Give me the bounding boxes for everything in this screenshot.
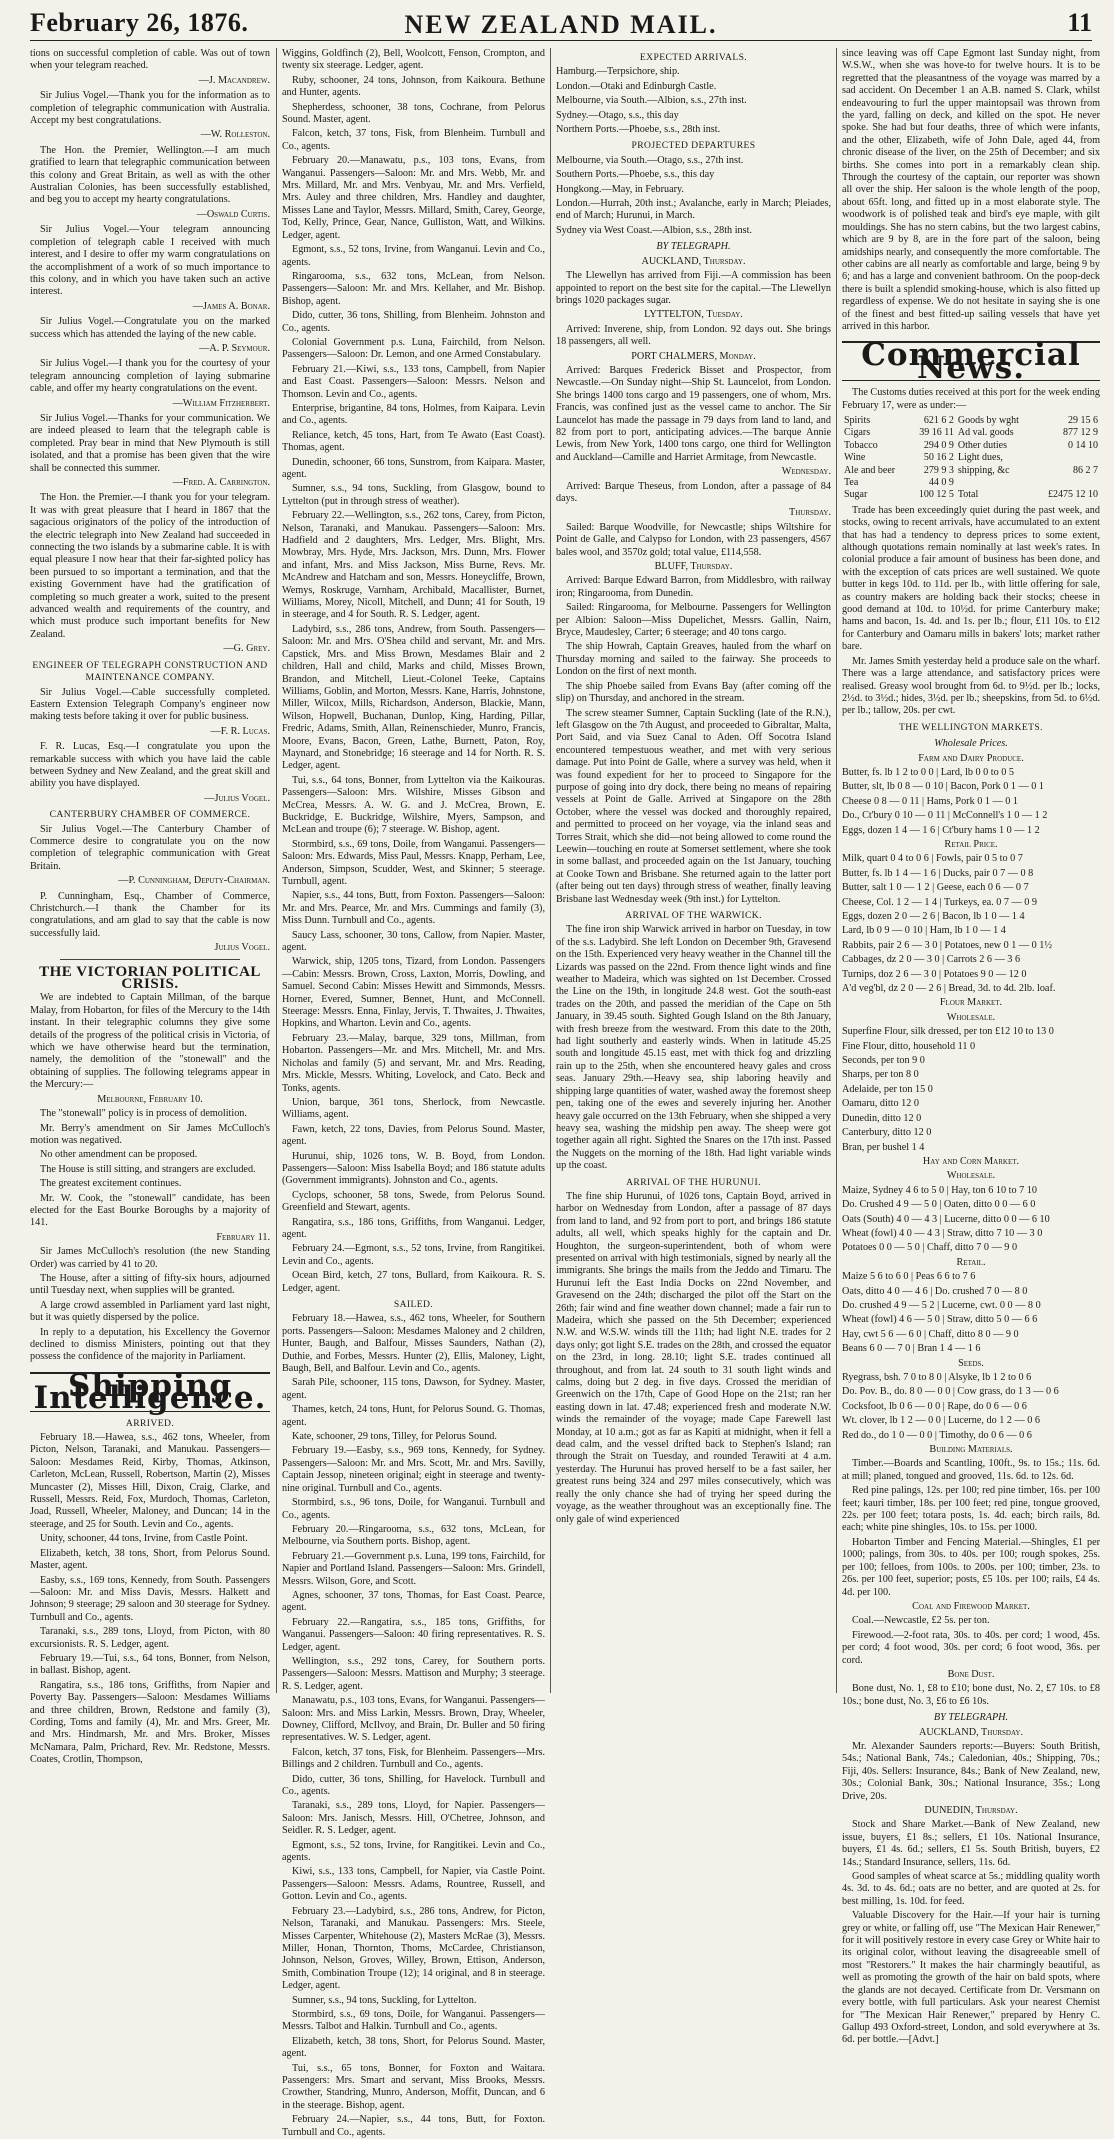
shipping-entry: Easby, s.s., 169 tons, Kennedy, from South. Passengers—Saloon: Mr. and Miss Davis, Messrs. Halkett and Johnson; 9 steerage; 29 saloon and 30 steerage for Sydney. Turnbull and Co., agents. — [30, 1574, 270, 1623]
paragraph: Stock and Share Market.—Bank of New Zealand, new issue, buyers, £1 8s.; sellers, £1 10s. National Insurance, buyers, £1 4s. 6d.; sellers, £1 5s. South British, buyers, £2 14s.; Standard Insurance, sellers, 11s. 6d. — [842, 1819, 1100, 1868]
table-cell — [956, 477, 1035, 489]
price-line: Oamaru, ditto 12 0 — [842, 1098, 919, 1110]
paragraph: Mr. Alexander Saunders reports:—Buyers: South British, 54s.; National Bank, 74s.; Caledonian, 40s.; Shipping, 70s.; Fiji, 40s. Sellers: Insurance, 84s.; Bank of New Zealand, new, 30s.; Colonial Bank, 30s.; National Insurance, 35s.; Long Drive, 20s. — [842, 1740, 1100, 1802]
paragraph: No other amendment can be proposed. — [40, 1149, 198, 1161]
section-subheading: Retail. — [956, 1256, 986, 1268]
price-line: Dunedin, ditto 12 0 — [842, 1112, 922, 1124]
section-subheading: Building Materials. — [929, 1444, 1013, 1456]
dateline: Melbourne, February 10. — [97, 1093, 203, 1105]
listing-line: Northern Ports.—Phoebe, s.s., 28th inst. — [556, 124, 721, 136]
table-cell: Total — [957, 489, 979, 501]
section-subheading: Retail Price. — [944, 838, 998, 850]
column-4 — [842, 48, 1100, 2046]
paragraph: Sir Julius Vogel.—I thank you for the courtesy of your telegram announcing completion of laying submarine cable, and offer my hearty congratulations on the event. — [30, 358, 270, 395]
paragraph: since leaving was off Cape Egmont last Sunday night, from W.S.W., when she was hove-to for twelve hours. It is to be regretted that the pleasantness of the voyage was marred by a sad accident. On December 1 an A.B. named S. Clark, whilst endeavouring to furl the upper maintopsail was thrown from the yard, falling on deck, and killed on the spot. He never spoke. She had but four deaths, three of which were infants, and the other, Elizabeth, wife of John Dale, aged 44, from chronic disease of the liver, on the 25th of December; and six births. She comes into port in a remarkably clean ship. Through the courtesy of the captain, our reporter was shown all over the ship. Her saloon is the whole length of the poop, about 65ft. long, and fitted up in a most elaborate style. The woodwork is of polished teak and bird's eye maple, with gilt mouldings. She has no stern cabins, but the two largest cabins, which are 9 by 8, are in the fore part of the saloon, being amidships nearly, and consequently the more comfortable. The other cabins are all nearly as comfortable and large, being 9 by 6; and has a large and convenient bathroom. On the poop-deck there is built a splendid smoking-house, which is also fitted up regardless of expense. We do not hesitate in saying she is one of the finest and best fitted-up sailing vessels that have yet arrived in this harbor. — [842, 48, 1100, 332]
shipping-entry: February 18.—Hawea, s.s., 462 tons, Wheeler, from Picton, Nelson, Taranaki, and Manukau. Passengers—Saloon: Mesdames Reid, Kirby, Thomas, Atkinson, Carleton, McLean, Russell, Robertson, Martin (2), Misses Muncaster (2), Misses Hill, Dixon, Craig, Clarke, and Russell, Messrs. Reid, Fox, Murdoch, Thomas, Carleton, Joad, Russell, Wheeler, Maloney, and Duncan; 14 in the steerage, and 25 for South. Levin and Co., agents. — [30, 1432, 270, 1530]
price-line: Eggs, dozen 1 4 — 1 6 | Ct'bury hams 1 0 — 1 2 — [842, 824, 1040, 836]
paragraph: Sir James McCulloch's resolution (the new Standing Order) was carried by 41 to 20. — [30, 1246, 270, 1270]
section-subheading: Seeds. — [958, 1357, 984, 1369]
paragraph: The Hon. the Premier, Wellington.—I am much gratified to learn that telegraphic communication between this colony and Great Britain, as well as with the other Australian Colonies, has been successfully established, and beg you to accept my hearty congratulations. — [30, 144, 270, 206]
shipping-entry: Napier, s.s., 44 tons, Butt, from Foxton. Passengers—Saloon: Mr. and Mrs. Pearce, Mr. and Mrs. Cummings and family (3), Miss Dunn. Turnbull and Co., agents. — [282, 890, 545, 927]
section-subheading: Flour Market. — [939, 997, 1003, 1009]
price-line: Adelaide, per ton 15 0 — [842, 1083, 933, 1095]
paragraph: The screw steamer Sumner, Captain Suckling (late of the R.N.), left Glasgow on the 7th August, and proceeded to Gibraltar, Malta, Port Said, and via Suez Canal to Aden. Off Socotra Island encountered tempestuous weather, and met with very serious damage. Put into Point de Galle, where a survey was held, when it was found expedient for her to proceed to Singapore for the purpose of going into dry dock, there being no means of repairing vessels at Point de Galle. Arrived at Singapore on the 28th October, where the vessel was docked and thoroughly repaired, and permitted to proceed on her voyage, via the inland seas and Torres Strait, which she did—not being allowed to come round the Leewin—touching en route at Somerset settlement, where she took in some ballast, and proceeded again on the 1st January, touching at Cooke Town and Brisbane. She returned again to the latter port (after being out ten days) through stress of weather, finally leaving Brisbane last Wednesday week (9th inst.) for Lyttelton. — [556, 707, 831, 905]
paragraph: Bone dust, No. 1, £8 to £10; bone dust, No. 2, £7 10s. to £8 10s.; bone dust, No. 3, £6 to £6 10s. — [842, 1683, 1100, 1707]
shipping-entry: Ladybird, s.s., 286 tons, Andrew, from South. Passengers—Saloon: Mr. and Mrs. O'Shea child and servant, Mr. and Mrs. Capstick, Mrs. and Miss Brown, Mesdames Blair and 2 children, Hall and child, Marks and child, Misses Brown, Brandon, and Mitchell, Lieut.-Colonel Teeke, Captains Williams, Goblin, and Morton, Messrs. Kane, Harris, Johnstone, Miller, Wilcox, Mills, Richardson, Anderson, Blackie, Mann, Wilson, Hopwell, Buchanan, Dunlop, King, Harding, Pillar, Fredric, Adams, Smith, Allan, Reinenschieder, Munro, Francis, Moore, Evans, Bacon, Green, Lathe, Burnett, Paton, Roy, Maynard, and Stonebridge; 16 steerage and 14 for North. R. S. Ledger, agent. — [282, 623, 545, 772]
price-line: Milk, quart 0 4 to 0 6 | Fowls, pair 0 5 to 0 7 — [842, 853, 1023, 865]
signature: —James A. Bonar. — [192, 300, 270, 312]
price-line: Rabbits, pair 2 6 — 3 0 | Potatoes, new 0 1 — 0 1½ — [842, 939, 1053, 951]
shipping-entry: Tui, s.s., 65 tons, Bonner, for Foxton and Waitara. Passengers: Mrs. Smart and servant, Miss Brooks, Messrs. Crowther, Standring, Munro, Anderson, Moffit, Duncan, and 6 in the steerage. Bishop, agent. — [282, 2062, 545, 2111]
price-line: Eggs, dozen 2 0 — 2 6 | Bacon, lb 1 0 — 1 4 — [842, 911, 1025, 922]
shipping-entry: Egmont, s.s., 52 tons, Irvine, for Rangitikei. Levin and Co., agents. — [282, 1839, 545, 1864]
shipping-entry: Rangatira, s.s., 186 tons, Griffiths, from Wanganui. Ledger, agent. — [282, 1216, 545, 1240]
shipping-entry: Shepherdess, schooner, 38 tons, Cochrane, from Pelorus Sound. Master, agent. — [282, 101, 545, 126]
shipping-entry: February 22.—Rangatira, s.s., 185 tons, Griffiths, for Wanganui. Passengers—Saloon: 40 firing representatives. R. S. Ledger, agent. — [282, 1616, 545, 1653]
shipping-entry: Sumner, s.s., 94 tons, Suckling, for Lyttelton. — [292, 1994, 477, 2006]
table-cell: Goods by wght — [957, 414, 1019, 426]
shipping-entry: Manawatu, p.s., 103 tons, Evans, for Wanganui. Passengers—Saloon: Mrs. and Miss Larkin, Messrs. Brown, Dray, Wheeler, Downey, Clifford, McIlvoy, and Brain, Dr. Buller and 50 firing representatives. W. S. Ledger, agent. — [282, 1695, 545, 1744]
price-line: Sharps, per ton 8 0 — [842, 1069, 919, 1081]
customs-duties-table — [842, 415, 1100, 502]
price-line: Wheat (fowl) 4 6 — 5 0 | Straw, ditto 5 0 — 6 6 — [842, 1314, 1038, 1326]
price-line: Cheese, Col. 1 2 — 1 4 | Turkeys, ea. 0 7 — 0 9 — [842, 896, 1038, 908]
price-line: Canterbury, ditto 12 0 — [842, 1127, 932, 1139]
paragraph: Timber.—Boards and Scantling, 100ft., 9s. to 15s.; 11s. 6d. at mill; planed, tongued and grooved, 11s. 6d. to 12s. 6d. — [842, 1458, 1100, 1482]
listing-line: Southern Ports.—Phoebe, s.s., this day — [556, 169, 715, 181]
shipping-entry: February 19.—Tui, s.s., 64 tons, Bonner, from Nelson, in ballast. Bishop, agent. — [30, 1652, 270, 1677]
table-cell: Cigars — [844, 427, 871, 439]
signature: —F. R. Lucas. — [210, 725, 270, 737]
paragraph: The fine iron ship Warwick arrived in harbor on Tuesday, in tow of the s.s. Ladybird. She left London on December 9th, Gravesend on the 15th. Experienced very heavy weather in the Channel till the Lizards was passed on the 22nd. From thence light winds and fine weather to Madeira, which was sighted on 1st December. Crossed the Line on the 19th, in longitude 24.8 west. Got the south-east trades on the 20th, and passed the meridian of the Cape on 5th January, in 39.45 south. Sighted Gough Island on the 8th January, with fresh breeze from the westward. From this date to the 20th, had light southerly and easterly winds. When in latitude 45.25 south and longitude 45.15 east, met with thick fog and drizzling rain up to the 25th, when she encountered heavy gales and cross seas. January 29th.—Heavy sea, ship laboring heavily and shipping large quantities of water, washed away the foremost sheep pen, taking one of the ewes and severely injuring her. Another heavy gale occurred on the 13th February, when she shipped a very heavy sea, washing the midship pen away. The sheep were got together again all right. Sighted the Snares on the 17th inst. Passed the Nuggets on the morning of the 18th. Had light variable winds up the coast. — [556, 924, 831, 1172]
shipping-entry: Ruby, schooner, 24 tons, Johnson, from Kaikoura. Bethune and Hunter, agents. — [282, 74, 545, 99]
shipping-entry: Fawn, ketch, 22 tons, Davies, from Pelorus Sound. Master, agent. — [282, 1123, 545, 1148]
shipping-entry: Taranaki, s.s., 289 tons, Lloyd, for Napier. Passengers—Saloon: Mrs. Janisch, Messrs. Hill, O'Chetree, Johnson, and Seidler. R. S. Ledger, agent. — [282, 1800, 545, 1837]
section-subheading: Farm and Dairy Produce. — [918, 752, 1024, 764]
shipping-entry: Kiwi, s.s., 133 tons, Campbell, for Napier, via Castle Point. Passengers—Saloon: Messrs. Adams, Rountree, Russell, and Gotton. Levin and Co., agents. — [282, 1866, 545, 1903]
column-rule — [550, 48, 551, 1693]
paragraph: Arrived: Barques Frederick Bisset and Prospector, from Newcastle.—On Sunday night—Ship St. Launcelot, from London. She brings 1400 tons cargo and 19 passengers, one of whom, Mrs. Francis, was confined just as the vessel came to anchor. The Sir Launcelot has made the passage in 79 days from land to land, and 82 from port to port, anticipating advices.—The barque Annie Lewis, from New York, 1400 tons cargo, one third for Wellington and Auckland—Camille and Harriet Armitage, from Newcastle. — [556, 364, 831, 463]
shipping-entry: Ocean Bird, ketch, 27 tons, Bullard, from Kaikoura. R. S. Ledger, agent. — [282, 1270, 545, 1294]
table-cell: 294 0 9 — [923, 439, 954, 451]
price-line: Butter, salt 1 0 — 1 2 | Geese, each 0 6 — 0 7 — [842, 882, 1029, 894]
paragraph: Firewood.—2-foot rata, 30s. to 40s. per cord; 1 wood, 45s. per cord; 4 foot wood, 30s. per cord; 6 foot wood, 36s. per cord. — [842, 1629, 1100, 1666]
paragraph: The Customs duties received at this port for the week ending February 17, were as under:— — [842, 387, 1100, 411]
masthead — [30, 6, 1092, 41]
paragraph: Sir Julius Vogel.—Thank you for the information as to completion of telegraphic communication with Australia. Accept my best congratulations. — [30, 90, 270, 127]
price-line: Wheat (fowl) 4 0 — 4 3 | Straw, ditto 7 10 — 3 0 — [842, 1227, 1043, 1239]
signature: —G. Grey. — [223, 643, 270, 655]
signature: —W. Rolleston. — [200, 129, 270, 141]
shipping-entry: Wellington, s.s., 292 tons, Carey, for Southern ports. Passengers—Saloon: Messrs. Mattison and Murphy; 3 steerage. R. S. Ledger, agent. — [282, 1655, 545, 1692]
shipping-entry: Tui, s.s., 64 tons, Bonner, from Lyttelton via the Kaikouras. Passengers—Saloon: Mrs. Wilshire, Misses Gibson and McCrea, Messrs. A. W. G. and J. McCrea, Brown, E. Buckridge, E. Buckridge, Wilshire, Myers, Sampson, and McLean and troupe (6); 7 steerage. W. Bishop, agent. — [282, 774, 545, 836]
shipping-entry: February 24.—Egmont, s.s., 52 tons, Irvine, from Rangitikei. Levin and Co., agents. — [282, 1243, 545, 1267]
shipping-entry: February 24.—Napier, s.s., 44 tons, Butt, for Foxton. Turnbull and Co., agents. — [282, 2114, 545, 2138]
shipping-entry: Cyclops, schooner, 58 tons, Swede, from Pelorus Sound. Greenfield and Stewart, agents. — [282, 1189, 545, 1214]
dateline: Thursday. — [789, 507, 831, 519]
signature: —Julius Vogel. — [204, 792, 270, 804]
dateline: February 11. — [216, 1231, 270, 1243]
paragraph: The greatest excitement continues. — [40, 1178, 182, 1190]
shipping-entry: February 18.—Hawea, s.s., 462 tons, Wheeler, for Southern ports. Passengers—Saloon: Mesdames Maloney and 2 children, Hunter, Baugh, and Balfour, Misses Saunders, Nathan (2), Duthie, and Forbes, Messrs. Hunter (2), Ellis, Maloney, Light, Baugh, Bell, and Balfour. Levin and Co., agents. — [282, 1313, 545, 1375]
shipping-entry: February 23.—Ladybird, s.s., 286 tons, Andrew, for Picton, Nelson, Taranaki, and Manukau. Passengers: Mrs. Steele, Misses Carpenter, Whitehouse (2), Masters McRae (3), Messrs. Miller, Honan, Thornton, Thoms, McCardee, Christianson, Johnson, Nelson, Groves, Willey, Brown, Ettison, Anderson, Smith, Combination Troupe (12); 14 original, and 8 in steerage. Ledger, agent. — [282, 1905, 545, 1992]
price-line: Do. Crushed 4 9 — 5 0 | Oaten, ditto 0 0 — 6 0 — [842, 1199, 1036, 1211]
table-cell: 0 14 10 — [1068, 439, 1098, 451]
price-line: Beans 6 0 — 7 0 | Bran 1 4 — 1 6 — [842, 1343, 981, 1355]
table-cell: Sugar — [844, 489, 868, 501]
price-line: Red do., do 1 0 — 0 0 | Timothy, do 0 6 — 0 6 — [842, 1429, 1032, 1441]
dateline: BLUFF, Thursday. — [654, 561, 733, 573]
listing-line: Hongkong.—May, in February. — [556, 183, 684, 195]
column-rule — [276, 48, 277, 1693]
price-line: Maize, Sydney 4 6 to 5 0 | Hay, ton 6 10 to 7 10 — [842, 1184, 1037, 1196]
shipping-entry: February 19.—Easby, s.s., 969 tons, Kennedy, for Sydney. Passengers—Saloon: Mr. and Mrs. Scott, Mr. and Mrs. Savilly, Captain Jessop, nineteen original; eight in steerage and twenty-nine original. Turnbull and Co., agents. — [282, 1445, 545, 1494]
article-headline: THE WELLINGTON MARKETS. — [899, 721, 1043, 733]
table-row — [842, 465, 1100, 477]
paragraph: The fine ship Hurunui, of 1026 tons, Captain Boyd, arrived in harbor on Wednesday from London, after a passage of 87 days from land to land, and 92 from port to port, and brings 186 statute adults, all well, which speaks highly for the captain and Dr. Houghton, the surgeon-superintendent, both of whom were presented on arrival with high testimonials, signed by nearly all the immigrants. She brings the mails from the Jeddo and Timaru. The Hurunui left the East India Docks on 22nd November, and Gravesend on the 24th; discharged the pilot off the Start on the 26th; fair wind and fine weather down channel; made a fair run to Madeira, which she passed on the 5th December; experienced N.W. and W.S.W. winds till the 11th; had light N.E. trades for 2 days only; got light S.E. trades on the 28th, and crossed the equator on the 23rd, in long. 28.10; light S.E. trades continued all throughout, and from lat. 24 south to 31 south light winds and calms, doing but 2 deg. in five days. Crossed the meridian of Greenwich on the 17th, Cape of Good Hope on the 21st; ran her easting down in lat. 47.48; experienced fresh and moderate N.W. winds the remainder of the voyage; made Cape Farewell last Monday, at 10 a.m.; got as far as Kapiti at midnight, when it fell a dead calm, and the vessel drifted back to Stephen's Island; ran through the Strait on Tuesday, and rounded Terawiti at 4 a.m. yesterday. The Hurunui has proved herself to be a fast sailer, her greatest runs being 324 and 297 miles consecutively, which was really the only chance she had of trying her speed during the voyage, as the weather throughout was an exceptionally fine. The only gale of wind experienced — [556, 1190, 831, 1525]
article-headline: THE VICTORIAN POLITICAL CRISIS. — [39, 963, 261, 993]
price-line: Do. Pov. B., do. 8 0 — 0 0 | Cow grass, do 1 3 — 0 6 — [842, 1386, 1059, 1398]
paragraph: Trade has been exceedingly quiet during the past week, and stocks, owing to recent arrivals, have accumulated to an extent that has had a tendency to depress prices to some extent, although quotations remain nominally at last week's rates. In colonial produce a fair amount of business has been done, and with the exception of cats prices are well sustained. We quote butter in kegs 10d. to 11d. per lb., with little offering for sale, as country makers are holding back their stocks; cheese in good demand at 10d. to 10½d. for prime Canterbury make; hams and bacon, 1s. 4d. and 1s. per lb.; flour, £11 10s. to £12 for Canterbury and Oamaru mills in bakers' lots; market rather bare. — [842, 504, 1100, 653]
paragraph: Arrived: Inverene, ship, from London. 92 days out. She brings 18 passengers, all well. — [556, 323, 831, 348]
paragraph: Good samples of wheat scarce at 5s.; middling quality worth 4s. 3d. to 4s. 6d.; oats are no better, and are quoted at 2s. for best milling, 1s. 10d. for feed. — [842, 1871, 1100, 1907]
paragraph: A large crowd assembled in Parliament yard last night, but it was quietly dispersed by the police. — [30, 1299, 270, 1324]
listing-line: Sydney.—Otago, s.s., this day — [556, 109, 679, 121]
section-subheading: ARRIVED. — [125, 1417, 175, 1429]
section-subheading: EXPECTED ARRIVALS. — [639, 52, 748, 63]
column-1 — [30, 48, 270, 1766]
shipping-entry: Dunedin, schooner, 66 tons, Sunstrom, from Kaipara. Master, agent. — [282, 456, 545, 480]
page-number: 11 — [1067, 8, 1092, 37]
table-cell: £2475 12 10 — [1048, 489, 1098, 501]
shipping-entry: February 23.—Malay, barque, 329 tons, Millman, from Hobarton. Passengers—Mr. and Mrs. Mitchell, Mr. and Mrs. Nicholas and family (5) and servant, Mr. and Mrs. Reading, Mrs. Mickle, Messrs. Whiting, Lovelock, and Cato. Beck and Tonks, agents. — [282, 1032, 545, 1094]
table-cell: 877 12 9 — [1063, 427, 1098, 439]
listing-line: London.—Hurrah, 20th inst.; Avalanche, early in March; Pleiades, end of March; Hurunui, in March. — [556, 198, 831, 222]
table-row — [842, 427, 1100, 439]
listing-line: Sydney via West Coast.—Albion, s.s., 28th inst. — [556, 224, 752, 236]
shipping-entry: Egmont, s.s., 52 tons, Irvine, from Wanganui. Levin and Co., agents. — [282, 244, 545, 268]
paragraph: Sir Julius Vogel.—Congratulate you on the marked success which has attended the laying of the new cable. — [30, 316, 270, 340]
price-line: Oats (South) 4 0 — 4 3 | Lucerne, ditto 0 0 — 6 10 — [842, 1213, 1050, 1225]
shipping-entry: Stormbird, s.s., 69 tons, Doile, from Wanganui. Passengers—Saloon: Mrs. Edwards, Miss Paul, Messrs. Knapp, Perham, Lee, Anderson, Simpson, Scudder, West, and Skinner; 5 steerage. Turnbull, agent. — [282, 838, 545, 887]
paragraph: Arrived: Barque Edward Barron, from Middlesbro, with railway iron; Ringarooma, from Dunedin. — [556, 575, 831, 599]
shipping-entry: Hurunui, ship, 1026 tons, W. B. Boyd, from London. Passengers—Saloon: Miss Isabella Boyd; and 186 statute adults (Government immigrants). Johnston and Co., agents. — [282, 1150, 545, 1187]
paragraph: Red pine palings, 12s. per 100; red pine timber, 16s. per 100 feet; kauri timber, 18s. per 100 feet; red pine, tongue grooved, 22s. per 100 feet; totara posts, 1s. 4d. each; birch rails, 8d. each; white pine shingles, 10s. to 15s. per 1000. — [842, 1485, 1100, 1534]
paragraph: The ship Howrah, Captain Greaves, hauled from the wharf on Thursday morning and sailed to the fairway. She proceeds to London on the first of next month. — [556, 641, 831, 678]
listing-line: Melbourne, via South.—Otago, s.s., 27th inst. — [556, 154, 744, 166]
table-row — [842, 452, 1100, 464]
paragraph: The Llewellyn has arrived from Fiji.—A commission has been appointed to report on the best site for the capital.—The Llewellyn brings 1020 packages sugar. — [556, 270, 831, 306]
dateline: AUCKLAND, Thursday. — [641, 255, 746, 267]
paragraph: We are indebted to Captain Millman, of the barque Malay, from Hobarton, for files of the Mercury to the 14th instant. In their telegraphic columns they give some details of the progress of the political crisis in Victoria, of which we have otherwise heard but the termination, namely, the demolition of the "stonewall" and the obtaining of supplies. The following telegrams appear in the Mercury:— — [30, 992, 270, 1091]
paragraph: Mr. Berry's amendment on Sir James McCulloch's motion was negatived. — [30, 1122, 270, 1146]
signature: —A. P. Seymour. — [199, 342, 270, 354]
shipping-entry: Sumner, s.s., 94 tons, Suckling, from Glasgow, bound to Lyttelton (put in through stress of weather). — [282, 483, 545, 507]
shipping-entry: Ringarooma, s.s., 632 tons, McLean, from Nelson. Passengers—Saloon: Mr. and Mrs. Kellaher, and Mr. Bishop. Bishop, agent. — [282, 270, 545, 307]
paragraph: Sir Julius Vogel.—The Canterbury Chamber of Commerce desire to congratulate you on the now completion of telegraphic communication with Great Britain. — [30, 823, 270, 872]
paragraph: Hobarton Timber and Fencing Material.—Shingles, £1 per 1000; palings, from 30s. to 40s. per 100; rough spokes, 25s. per 100; felloes, from 100s. to 200s. per 100; timber, 23s. to 26s. per 100 feet, superior; posts, £5 10s. per 100; rails, £4 4s. 4d. per 100. — [842, 1536, 1100, 1598]
listing-line: London.—Otaki and Edinburgh Castle. — [556, 80, 717, 92]
price-line: Butter, slt, lb 0 8 — 0 10 | Bacon, Pork 0 1 — 0 1 — [842, 781, 1044, 793]
price-line: Lard, lb 0 9 — 0 10 | Ham, lb 1 0 — 1 4 — [842, 925, 1006, 937]
signature: —William Fitzherbert. — [172, 397, 270, 409]
price-line: Do. crushed 4 9 — 5 2 | Lucerne, cwt. 0 0 — 8 0 — [842, 1299, 1041, 1311]
table-cell: 279 9 3 — [923, 464, 954, 476]
shipping-entry: Reliance, ketch, 45 tons, Hart, from Te Awato (East Coast). Thomas, agent. — [282, 429, 545, 454]
section-subheading: Wholesale. — [946, 1170, 996, 1182]
shipping-entry: February 20.—Ringarooma, s.s., 632 tons, McLean, for Melbourne, via Southern ports. Bishop, agent. — [282, 1523, 545, 1548]
dateline: LYTTELTON, Tuesday. — [644, 309, 743, 321]
table-cell: Other duties — [957, 439, 1007, 451]
section-subheading: SAILED. — [393, 1299, 434, 1310]
shipping-entry: February 21.—Government p.s. Luna, 199 tons, Fairchild, for Napier and Portland Island. Passengers—Saloon: Mrs. Grindell, Messrs. Wilson, Gore, and Scott. — [282, 1550, 545, 1587]
column-rule — [836, 48, 837, 1693]
price-line: Seconds, per ton 9 0 — [842, 1055, 925, 1067]
section-subheading: PROJECTED DEPARTURES — [631, 140, 756, 152]
price-line: Bran, per bushel 1 4 — [842, 1141, 925, 1153]
section-heading-commercial: Commercial News. — [842, 341, 1100, 381]
price-line: Butter, fs. lb 1 4 — 1 6 | Ducks, pair 0 7 — 0 8 — [842, 867, 1034, 879]
paragraph: Coal.—Newcastle, £2 5s. per ton. — [852, 1615, 990, 1627]
price-line: Potatoes 0 0 — 5 0 | Chaff, ditto 7 0 — 9 0 — [842, 1242, 1018, 1254]
shipping-entry: Saucy Lass, schooner, 30 tons, Callow, from Napier. Master, agent. — [282, 929, 545, 954]
dateline: Wednesday. — [781, 466, 831, 478]
price-line: Oats, ditto 4 0 — 4 6 | Do. crushed 7 0 — 8 0 — [842, 1285, 1028, 1297]
table-cell: 86 2 7 — [1073, 464, 1098, 476]
section-heading-shipping: Shipping Intelligence. — [30, 1372, 270, 1412]
price-line: Butter, fs. lb 1 2 to 0 0 | Lard, lb 0 0 to 0 5 — [842, 766, 1014, 778]
issue-date: February 26, 1876. — [30, 8, 249, 37]
price-line: Cocksfoot, lb 0 6 — 0 0 | Rape, do 0 6 — 0 6 — [842, 1400, 1027, 1412]
price-line: Do., Ct'bury 0 10 — 0 11 | McConnell's 1 0 — 1 2 — [842, 810, 1048, 822]
table-cell: Wine — [844, 452, 866, 464]
divider — [60, 959, 240, 960]
paragraph: Arrived: Barque Theseus, from London, after a passage of 84 days. — [556, 480, 831, 504]
price-line: Superfine Flour, silk dressed, per ton £12 10 to 13 0 — [842, 1026, 1054, 1038]
shipping-entry: Wiggins, Goldfinch (2), Bell, Woolcott, Fenson, Crompton, and twenty six steerage. Ledger, agent. — [282, 48, 545, 72]
shipping-entry: Kate, schooner, 29 tons, Tilley, for Pelorus Sound. — [292, 1431, 497, 1443]
paragraph: Mr. W. Cook, the "stonewall" candidate, has been elected for the East Bourke Boroughs by a majority of 141. — [30, 1192, 270, 1229]
paragraph: tions on successful completion of cable. Was out of town when your telegram reached. — [30, 48, 270, 72]
table-row — [842, 415, 1100, 427]
shipping-entry: Dido, cutter, 36 tons, Shilling, for Havelock. Turnbull and Co., agents. — [282, 1773, 545, 1798]
shipping-entry: Sarah Pile, schooner, 115 tons, Dawson, for Sydney. Master, agent. — [282, 1377, 545, 1401]
table-cell: Spirits — [844, 414, 871, 426]
shipping-entry: February 21.—Kiwi, s.s., 133 tons, Campbell, from Napier and East Coast. Passengers—Saloon: Messrs. Nelson and Thomson. Levin and Co., agents. — [282, 363, 545, 400]
table-cell — [1035, 452, 1100, 464]
shipping-entry: Elizabeth, ketch, 38 tons, Short, for Pelorus Sound. Master, agent. — [282, 2035, 545, 2060]
signature: —J. Macandrew. — [198, 74, 270, 86]
dateline: PORT CHALMERS, Monday. — [631, 350, 756, 362]
shipping-entry: Union, barque, 361 tons, Sherlock, from Newcastle. Williams, agent. — [282, 1096, 545, 1121]
section-subheading: BY TELEGRAPH. — [656, 241, 731, 253]
table-cell: 29 15 6 — [1068, 414, 1098, 426]
table-cell: shipping, &c — [957, 464, 1010, 476]
paragraph: The "stonewall" policy is in process of demolition. — [40, 1108, 247, 1120]
paragraph: In reply to a deputation, his Excellency the Governor declined to dismiss Ministers, pointing out that they possess the confidence of the majority in Parliament. — [30, 1326, 270, 1363]
listing-line: Hamburg.—Terpsichore, ship. — [556, 66, 680, 78]
section-subheading: CANTERBURY CHAMBER OF COMMERCE. — [49, 809, 251, 821]
price-line: A'd veg'bl, dz 2 0 — 2 6 | Bread, 3d. to 4d. 2lb. loaf. — [842, 983, 1056, 995]
shipping-entry: Falcon, ketch, 37 tons, Fisk, for Blenheim. Passengers—Mrs. Billings and 2 children. Turnbull and Co., agents. — [282, 1746, 545, 1771]
table-row — [842, 440, 1100, 452]
section-subheading: ENGINEER OF TELEGRAPH CONSTRUCTION AND MAINTENANCE COMPANY. — [32, 659, 268, 684]
shipping-entry: Stormbird, s.s., 69 tons, Doile, for Wanganui. Passengers—Messrs. Talbot and Halkin. Turnbull and Co., agents. — [282, 2008, 545, 2033]
section-subheading: Wholesale. — [946, 1011, 996, 1023]
section-subheading: Coal and Firewood Market. — [912, 1600, 1030, 1612]
table-cell: Ale and beer — [844, 464, 896, 476]
table-cell: Tobacco — [844, 439, 878, 451]
paragraph: The House, after a sitting of fifty-six hours, adjourned until Tuesday next, when supplies will be granted. — [30, 1272, 270, 1297]
table-cell: Tea — [844, 477, 859, 488]
shipping-entry: February 22.—Wellington, s.s., 262 tons, Carey, from Picton, Nelson, Taranaki, and Manukau. Passengers—Saloon: Mrs. Hadfield and 2 daughters, Mrs. Ledger, Mrs. Blight, Mrs. Mowbray, Mrs. Hyde, Mrs. Jackson, Mrs. Dunn, Mrs. Flower and infant, Mrs. and Miss Jackson, Miss Burne, Revs. Mr. McAndrew and Hatcham and son, Messrs. Honeycliffe, Brown, Wemys, Roskruge, Varnham, Archibald, Macallister, Burnet, Williams, Morey, Nicoll, Mitchell, and Dunn; 41 for South, 19 in steerage, and 4 for South. R. S. Ledger, agent. — [282, 510, 545, 621]
section-subheading: Bone Dust. — [947, 1668, 995, 1680]
paragraph: P. Cunningham, Esq., Chamber of Commerce, Christchurch.—I thank the Chamber for its congratulations, and am glad to say that the cable is now successfully laid. — [30, 890, 270, 939]
paragraph: Mr. James Smith yesterday held a produce sale on the wharf. There was a large attendance, and satisfactory prices were realised. Greasy wool brought from 6d. to 9½d. per lb.; locks, 2½d. to 3½d.; hides, 3½d. per lb.; sheepskins, from 5d. to 6½d. per lb.; tallow, 20s. per cwt. — [842, 655, 1100, 717]
listing-line: Melbourne, via South.—Albion, s.s., 27th inst. — [556, 95, 747, 107]
section-subheading: BY TELEGRAPH. — [933, 1712, 1009, 1724]
shipping-entry: Warwick, ship, 1205 tons, Tizard, from London. Passengers—Cabin: Messrs. Brown, Cross, Laxton, Morris, Dowling, and Samuel. Second Cabin: Misses Hewitt and Simmonds, Messrs. Horner, Evered, Sumner, Bennet, Hunt, and McConnell. Steerage: Messrs. Enna, Finlay, Jervis, T. Thwaites, J. Thwaites, Hopkins, and Wharton. Levin and Co., agents. — [282, 956, 545, 1030]
article-headline: ARRIVAL OF THE HURUNUI. — [626, 1176, 761, 1188]
shipping-entry: Dido, cutter, 36 tons, Shilling, from Blenheim. Johnston and Co., agents. — [282, 310, 545, 334]
price-line: Turnips, doz 2 6 — 3 0 | Potatoes 9 0 — 12 0 — [842, 968, 1027, 980]
paragraph: Sir Julius Vogel.—Thanks for your communication. We are indeed pleased to learn that the telegraph cable is completed. Pray bear in mind that New Plymouth is still isolated, and that a promise has been given that the wire shall be connected this summer. — [30, 412, 270, 474]
paragraph: The Hon. the Premier.—I thank you for your telegram. It was with great pleasure that I heard in 1867 that the sagacious originators of the policy of the introduction of the electric telegraph into New Zealand had succeeded in connecting the two islands by a submarine cable. It is with equal pleasure I now hear that their far-sighted policy has been pursued to so important a termination, and that the existing Government have had the gratification of completing so much greater a work, suited to the present advanced wealth and requirements of the country, and which must produce such important benefits for New Zealand. — [30, 492, 270, 640]
shipping-entry: Enterprise, brigantine, 84 tons, Holmes, from Kaipara. Levin and Co., agents. — [282, 402, 545, 427]
signature: —Fred. A. Carrington. — [172, 477, 270, 488]
paragraph: The House is still sitting, and strangers are excluded. — [40, 1163, 256, 1175]
shipping-entry: Elizabeth, ketch, 38 tons, Short, from Pelorus Sound. Master, agent. — [30, 1547, 270, 1572]
price-line: Cabbages, dz 2 0 — 3 0 | Carrots 2 6 — 3 6 — [842, 954, 1021, 966]
shipping-entry: Unity, schooner, 44 tons, Irvine, from Castle Point. — [40, 1533, 248, 1545]
table-cell: 44 0 9 — [928, 477, 954, 488]
shipping-entry: Falcon, ketch, 37 tons, Fisk, from Blenheim. Turnbull and Co., agents. — [282, 128, 545, 152]
price-line: Wt. clover, lb 1 2 — 0 0 | Lucerne, do 1 2 — 0 6 — [842, 1415, 1040, 1427]
dateline: AUCKLAND, Thursday. — [918, 1726, 1024, 1738]
table-cell: 39 16 11 — [919, 427, 954, 439]
paragraph: Sir Julius Vogel.—Cable successfully completed. Eastern Extension Telegraph Company's engineer now making tests before taking it over for public business. — [30, 686, 270, 723]
price-line: Maize 5 6 to 6 0 | Peas 6 6 to 7 6 — [842, 1271, 976, 1283]
signature: —Oswald Curtis. — [196, 208, 270, 220]
shipping-entry: Rangatira, s.s., 186 tons, Griffiths, from Napier and Poverty Bay. Passengers—Saloon: Mesdames Williams and three children, Brown, Redstone and family (3), Cording, Toms and family (4), Mr. and Mrs. Greer, Mr. and Mrs. Hindmarsh, Mr. and Mrs. Broker, Misses McNamara, Palm, Prichard, Rev. Mr. Redstone, Messrs. Coates, Crotlin, Thompson, — [30, 1679, 270, 1766]
column-3 — [556, 48, 831, 1693]
shipping-entry: Agnes, schooner, 37 tons, Thomas, for East Coast. Pearce, agent. — [282, 1589, 545, 1614]
section-subheading: Wholesale Prices. — [934, 738, 1008, 750]
shipping-entry: Taranaki, s.s., 289 tons, Lloyd, from Picton, with 80 excursionists. R. S. Ledger, agent. — [30, 1626, 270, 1650]
paragraph: Sailed: Barque Woodville, for Newcastle; ships Wiltshire for Point de Galle, and Calypso for London, with 23 passengers, 4567 bales wool, and 3570z gold; total value, £114,558. — [556, 521, 831, 558]
advertisement: Valuable Discovery for the Hair.—If your hair is turning grey or white, or falling off, use "The Mexican Hair Renewer," for it will positively restore in every case Grey or White hair to its original color, without leaving the disagreeable smell of most "Restorers." It makes the hair charmingly beautiful, as well as promoting the growth of the hair on bald spots, where the glands are not decayed. Certificate from Dr. Versmann on every bottle, with full particulars. Ask your nearest Chemist for "The Mexican Hair Renewer," prepared by Henry C. Gallup 493 Oxford-street, London, and sold everywhere at 3s. 6d. per bottle.—[Advt.] — [842, 1910, 1100, 2046]
section-subheading: Hay and Corn Market. — [922, 1155, 1020, 1167]
paragraph: Sailed: Ringarooma, for Melbourne. Passengers for Wellington per Albion: Saloon—Miss Dupelichet, Messrs. Gallin, Nairn, Bryce, Maudesley, Carter; 6 steerage; and 40 tons cargo. — [556, 602, 831, 639]
table-row — [842, 489, 1100, 501]
newspaper-title: NEW ZEALAND MAIL. — [404, 10, 718, 39]
shipping-entry: February 20.—Manawatu, p.s., 103 tons, Evans, from Wanganui. Passengers—Saloon: Mr. and Mrs. Webb, Mr. and Mrs. Millard, Mr. and Mrs. Venbyau, Mr. and Mrs. Verfield, Mrs. Auley and three children, Mrs. Handley and daughter, Misses Lane and Taylor, Messrs. Millard, Smith, Carey, George, Tod, Kelly, Prince, Gear, Nance, Gulliston, Watt, and Wilkins. Ledger, agent. — [282, 155, 545, 241]
article-headline: ARRIVAL OF THE WARWICK. — [625, 910, 762, 921]
paragraph: The ship Phoebe sailed from Evans Bay (after coming off the slip) on Thursday, and anchored in the stream. — [556, 680, 831, 705]
signature: —P. Cunningham, Deputy-Chairman. — [118, 875, 270, 887]
table-cell: 100 12 5 — [918, 489, 954, 501]
dateline: DUNEDIN, Thursday. — [924, 1805, 1018, 1816]
price-line: Cheese 0 8 — 0 11 | Hams, Pork 0 1 — 0 1 — [842, 795, 1018, 807]
price-line: Hay, cwt 5 6 — 6 0 | Chaff, ditto 8 0 — 9 0 — [842, 1328, 1019, 1340]
shipping-entry: Stormbird, s.s., 96 tons, Doile, for Wanganui. Turnbull and Co., agents. — [282, 1497, 545, 1521]
table-cell: 621 6 2 — [923, 414, 954, 426]
price-line: Fine Flour, ditto, household 11 0 — [842, 1040, 976, 1052]
signature: Julius Vogel. — [214, 942, 270, 954]
table-cell: 50 16 2 — [923, 452, 954, 464]
column-2 — [282, 48, 545, 2138]
table-cell: Light dues, — [957, 452, 1003, 464]
table-row — [842, 477, 1100, 489]
paragraph: Sir Julius Vogel.—Your telegram announcing completion of telegraph cable I received with much interest, and I desire to offer my warm congratulations on the accomplishment of a work of so much importance to this colony, and in which you have taken such an active interest. — [30, 224, 270, 298]
table-cell: Ad val. goods — [957, 427, 1014, 439]
price-line: Ryegrass, bsh. 7 0 to 8 0 | Alsyke, lb 1 2 to 0 6 — [842, 1372, 1032, 1383]
shipping-entry: Colonial Government p.s. Luna, Fairchild, from Nelson. Passengers—Saloon: Dr. Lemon, and one Armed Constabulary. — [282, 336, 545, 361]
shipping-entry: Thames, ketch, 24 tons, Hunt, for Pelorus Sound. G. Thomas, agent. — [282, 1404, 545, 1428]
paragraph: F. R. Lucas, Esq.—I congratulate you upon the remarkable success with which you have laid the cable between Sydney and New Zealand, and the great skill and ability you have displayed. — [30, 741, 270, 790]
table-cell — [1035, 477, 1100, 489]
